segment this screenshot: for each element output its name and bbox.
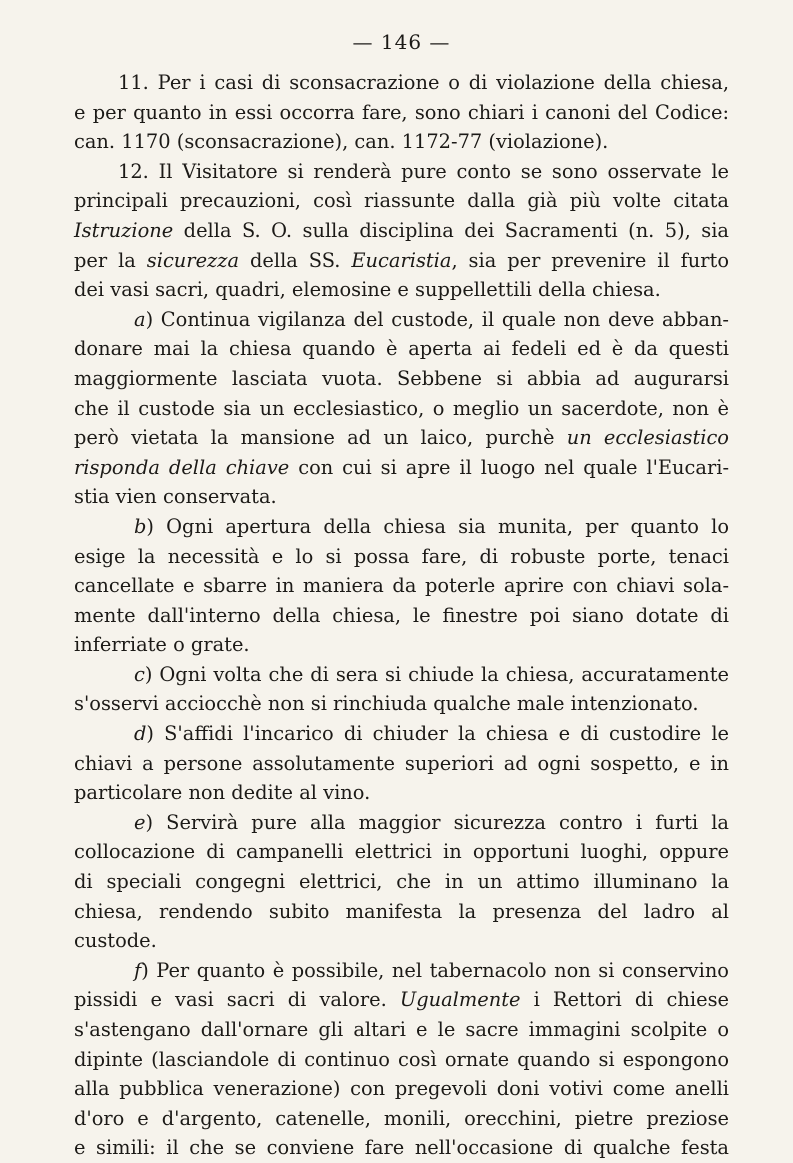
text-line — [74, 926, 729, 956]
text-line — [74, 1074, 729, 1104]
text-line — [74, 98, 729, 128]
text-line — [74, 1015, 729, 1045]
text-line-content: esige la necessità e lo si possa fare, di robuste porte, tenaci — [74, 544, 729, 568]
text-line — [74, 216, 729, 246]
text-line-content: custode. — [74, 929, 157, 953]
text-line-content: chiesa, rendendo subito manifesta la presenza del ladro al — [74, 899, 729, 923]
text-segment: però vietata la mansione ad un laico, purchè — [74, 426, 567, 450]
text-line-content: 11. Per i casi di sconsacrazione o di violazione della chiesa, — [118, 71, 729, 94]
text-line — [74, 453, 729, 483]
text-line-content: donare mai la chiesa quando è aperta ai fedeli ed è da questi — [74, 337, 729, 361]
text-line — [74, 68, 729, 98]
italic-text: d — [134, 722, 147, 746]
text-line-content: d'oro e d'argento, catenelle, monili, orecchini, pietre preziose — [74, 1106, 729, 1130]
text-line — [74, 482, 729, 512]
text-line — [74, 1045, 729, 1075]
text-line — [74, 601, 729, 631]
text-line — [74, 246, 729, 276]
text-segment: con cui si apre il luogo nel quale l'Eucari- — [289, 455, 729, 479]
text-line-content: di speciali congegni elettrici, che in un attimo illuminano la — [74, 870, 729, 894]
text-line-content: 12. Il Visitatore si renderà pure conto se sono osservate le — [118, 159, 729, 183]
text-line — [74, 394, 729, 424]
text-line — [74, 867, 729, 897]
text-line-content: che il custode sia un ecclesiastico, o meglio un sacerdote, non è — [74, 396, 729, 420]
text-line-content: mente dall'interno della chiesa, le finestre poi siano dotate di — [74, 603, 729, 627]
italic-text: Eucaristia — [351, 248, 452, 272]
italic-text: a — [134, 307, 146, 331]
text-line-content: e simili: il che se conviene fare nell'occasione di qualche festa — [74, 1136, 729, 1160]
text-line — [74, 985, 729, 1015]
text-line — [74, 808, 729, 838]
text-line — [74, 689, 729, 719]
text-line — [74, 956, 729, 986]
body-text — [74, 68, 729, 1163]
text-line-content: particolare non dedite al vino. — [74, 781, 371, 805]
text-line — [74, 837, 729, 867]
text-segment: ) Continua vigilanza del custode, il quale non deve abban- — [145, 307, 729, 331]
text-line — [74, 660, 729, 690]
text-segment: della S. O. sulla disciplina dei Sacramenti (n. 5), sia — [173, 218, 729, 242]
italic-text: e — [134, 810, 146, 834]
text-line-content: chiavi a persone assolutamente superiori ad ogni sospetto, e in — [74, 751, 729, 775]
text-line — [74, 305, 729, 335]
text-line — [74, 542, 729, 572]
text-line-content: alla pubblica venerazione) con pregevoli doni votivi come anelli — [74, 1077, 729, 1101]
text-line-content: e per quanto in essi occorra fare, sono chiari i canoni del Codice: — [74, 100, 729, 124]
text-line — [74, 571, 729, 601]
text-line — [74, 364, 729, 394]
text-line-content: maggiormente lasciata vuota. Sebbene si abbia ad augurarsi — [74, 366, 729, 390]
text-segment: i Rettori di chiese — [520, 988, 729, 1012]
italic-text: b — [134, 514, 147, 538]
italic-text: un ecclesiastico — [566, 426, 729, 450]
italic-text: risponda della chiave — [74, 455, 290, 479]
text-line — [74, 1133, 729, 1163]
text-segment: , sia per prevenire il furto — [451, 248, 729, 272]
text-line-content: can. 1170 (sconsacrazione), can. 1172-77 (violazione). — [74, 130, 609, 154]
text-line — [74, 1104, 729, 1134]
text-line-content: dipinte (lasciandole di continuo così ornate quando si espongono — [74, 1047, 729, 1071]
text-line — [74, 423, 729, 453]
text-segment: ) S'affidi l'incarico di chiuder la chiesa e di custodire le — [146, 722, 729, 746]
text-segment: ) Ogni volta che di sera si chiude la chiesa, accuratamente — [144, 662, 729, 686]
text-line-content: s'osservi acciocchè non si rinchiuda qualche male intenzionato. — [74, 692, 699, 716]
page-number: — 146 — — [352, 30, 451, 54]
italic-text: sicurezza — [146, 248, 240, 272]
text-segment: della SS. — [239, 248, 352, 272]
text-line-content: dei vasi sacri, quadri, elemosine e suppellettili della chiesa. — [74, 278, 661, 302]
text-segment: ) Servirà pure alla maggior sicurezza contro i furti la — [145, 810, 729, 834]
text-line-content: inferriate o grate. — [74, 633, 250, 657]
text-line — [74, 334, 729, 364]
text-line — [74, 778, 729, 808]
text-segment: pissidi e vasi sacri di valore. — [74, 988, 400, 1012]
text-line — [74, 127, 729, 157]
text-line — [74, 630, 729, 660]
italic-text: Istruzione — [74, 218, 174, 242]
text-segment: ) Ogni apertura della chiesa sia munita, per quanto lo — [146, 514, 729, 538]
text-line-content: stia vien conservata. — [74, 485, 277, 509]
text-line — [74, 275, 729, 305]
text-line-content: cancellate e sbarre in maniera da poterle aprire con chiavi sola- — [74, 574, 729, 598]
text-line — [74, 512, 729, 542]
italic-text: f — [134, 958, 142, 982]
text-segment: per la — [74, 248, 147, 272]
italic-text: c — [134, 662, 145, 686]
text-line-content: collocazione di campanelli elettrici in opportuni luoghi, oppure — [74, 840, 729, 864]
text-line — [74, 749, 729, 779]
text-line-content: principali precauzioni, così riassunte dalla già più volte citata — [74, 189, 729, 213]
text-line-content: s'astengano dall'ornare gli altari e le sacre immagini scolpite o — [74, 1018, 729, 1041]
italic-text: Ugualmente — [399, 988, 521, 1012]
text-segment: ) Per quanto è possibile, nel tabernacolo non si conservino — [141, 958, 729, 982]
text-line — [74, 186, 729, 216]
text-line — [74, 719, 729, 749]
text-line — [74, 897, 729, 927]
text-line — [74, 157, 729, 187]
